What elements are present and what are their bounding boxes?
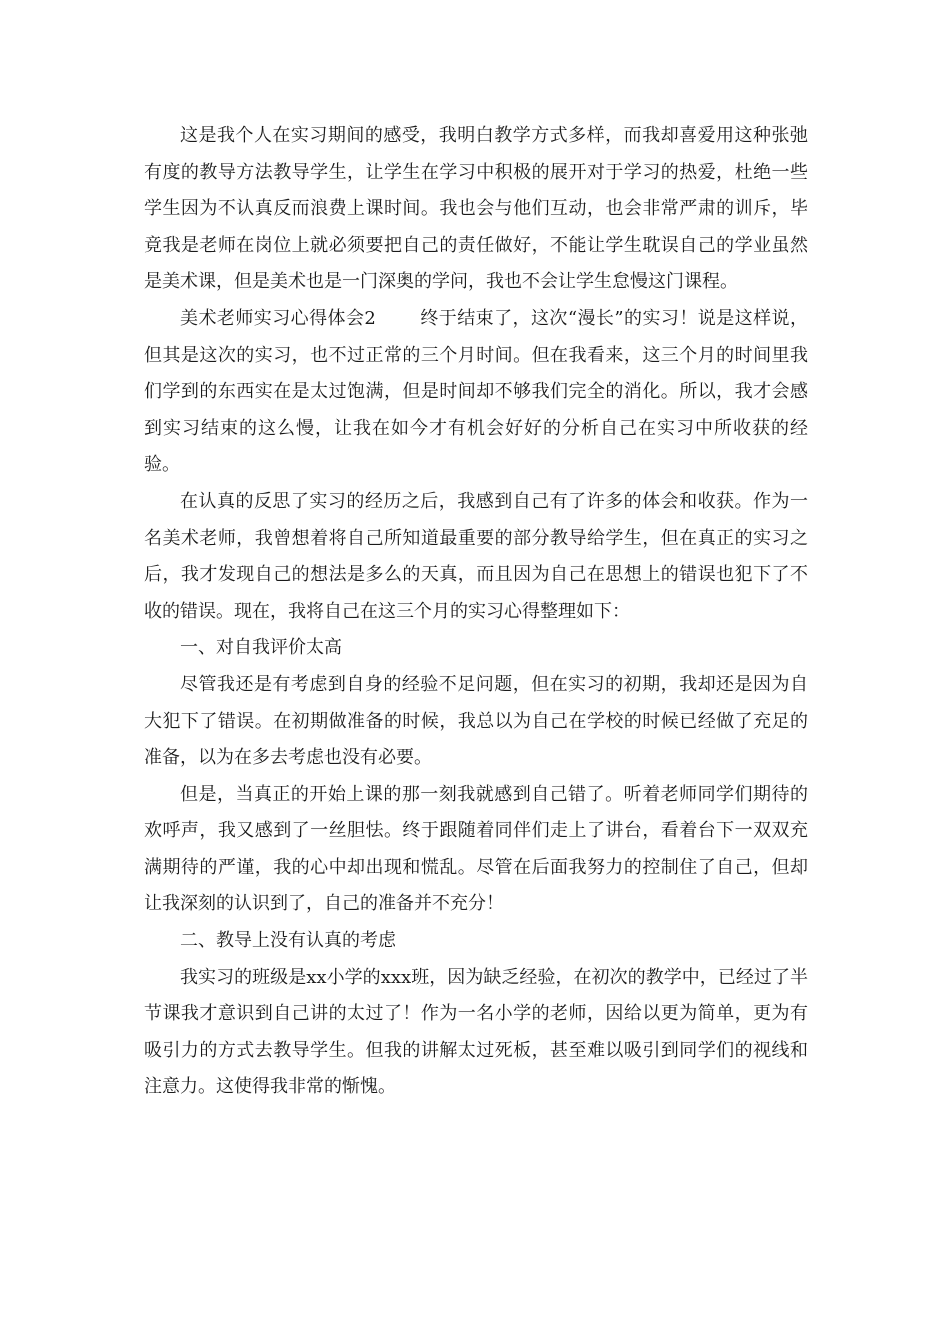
paragraph-2-text: 终于结束了，这次“漫长”的实习！说是这样说，但其是这次的实习，也不过正常的三个月时间。但在我看来，这三个月的时间里我们学到的东西实在是太过饱满，但是时间却不够我们完全的消化。所以，我才会感到实习结束的这么慢，让我在如今才有机会好好的分析自己在实习中所收获的经验。 — [144, 307, 808, 476]
section-heading-1: 一、对自我评价太高 — [180, 637, 342, 659]
section-heading-2: 二、教导上没有认真的考虑 — [180, 930, 396, 952]
paragraph-4: 尽管我还是有考虑到自身的经验不足问题，但在实习的初期，我却还是因为自大犯下了错误。在初期做准备的时候，我总以为自己在学校的时候已经做了充足的准备，以为在多去考虑也没有必要。 — [144, 673, 808, 769]
paragraph-6: 我实习的班级是xx小学的xxx班，因为缺乏经验，在初次的教学中，已经过了半节课我才意识到自己讲的太过了！作为一名小学的老师，因给以更为简单，更为有吸引力的方式去教导学生。但我的讲解太过死板，甚至难以吸引到同学们的视线和注意力。这使得我非常的惭愧。 — [144, 966, 808, 1098]
paragraph-5: 但是，当真正的开始上课的那一刻我就感到自己错了。听着老师同学们期待的欢呼声，我又感到了一丝胆怯。终于跟随着同伴们走上了讲台，看着台下一双双充满期待的严谨，我的心中却出现和慌乱。尽管在后面我努力的控制住了自己，但却让我深刻的认识到了，自己的准备并不充分！ — [144, 783, 808, 915]
paragraph-3: 在认真的反思了实习的经历之后，我感到自己有了许多的体会和收获。作为一名美术老师，我曾想着将自己所知道最重要的部分教导给学生，但在真正的实习之后，我才发现自己的想法是多么的天真，而且因为自己在思想上的错误也犯下了不收的错误。现在，我将自己在这三个月的实习心得整理如下： — [144, 490, 808, 622]
paragraph-1: 这是我个人在实习期间的感受，我明白教学方式多样，而我却喜爱用这种张弛有度的教导方法教导学生，让学生在学习中积极的展开对于学习的热爱，杜绝一些学生因为不认真反而浪费上课时间。我也会与他们互动，也会非常严肃的训斥，毕竟我是老师在岗位上就必须要把自己的责任做好，不能让学生耽误自己的学业虽然是美术课，但是美术也是一门深奥的学问，我也不会让学生怠慢这门课程。 — [144, 125, 808, 293]
section-title: 美术老师实习心得体会2 — [180, 307, 376, 329]
document-body — [144, 118, 808, 1106]
paragraph-2 — [144, 301, 808, 484]
